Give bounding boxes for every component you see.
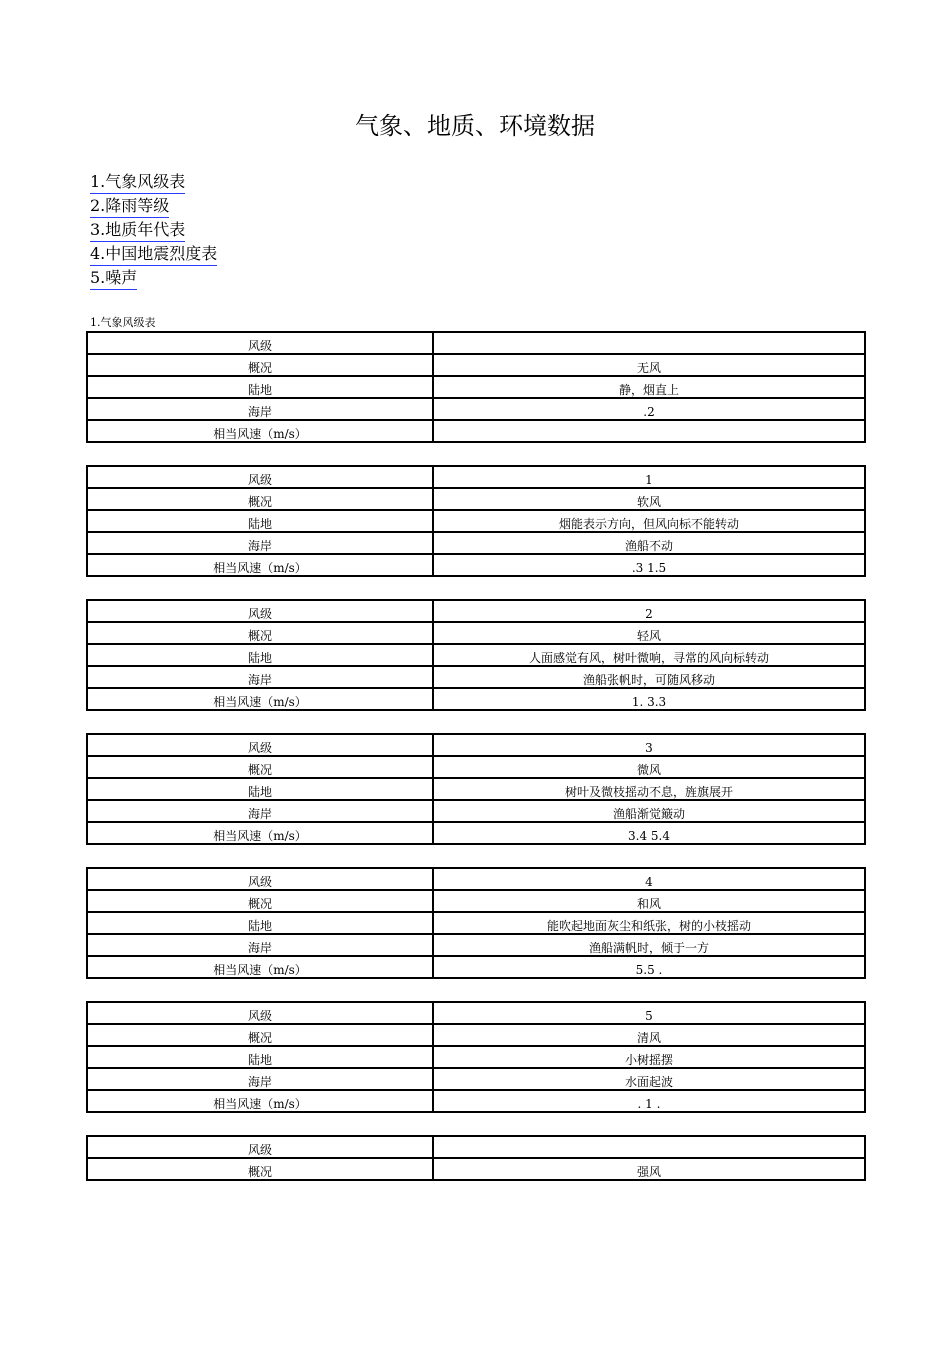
table-row (87, 868, 865, 890)
row-value: 烟能表示方向，但风向标不能转动 (433, 510, 865, 532)
row-value: 5 (433, 1002, 865, 1024)
table-row (87, 734, 865, 756)
row-value: 人面感觉有风，树叶微响，寻常的风向标转动 (433, 644, 865, 666)
row-value (433, 420, 865, 442)
table-of-contents (90, 170, 217, 290)
wind-scale-tables (86, 331, 864, 1203)
table-row (87, 1090, 865, 1112)
row-value: 4 (433, 868, 865, 890)
table-row (87, 376, 865, 398)
row-value: 软风 (433, 488, 865, 510)
table-row (87, 510, 865, 532)
table-row (87, 912, 865, 934)
page-title: 气象、地质、环境数据 (355, 112, 595, 140)
table-row (87, 622, 865, 644)
row-label: 海岸 (87, 666, 433, 688)
row-value: 渔船满帆时，倾于一方 (433, 934, 865, 956)
row-value: 无风 (433, 354, 865, 376)
row-label: 风级 (87, 466, 433, 488)
toc-link-geologic-time[interactable]: 3.地质年代表 (90, 218, 185, 242)
toc-link-earthquake-intensity[interactable]: 4.中国地震烈度表 (90, 242, 217, 266)
table-row (87, 956, 865, 978)
row-value: 微风 (433, 756, 865, 778)
table-row (87, 756, 865, 778)
row-value: 3 (433, 734, 865, 756)
table-row (87, 644, 865, 666)
row-label: 海岸 (87, 398, 433, 420)
row-label: 风级 (87, 1002, 433, 1024)
wind-level-table (86, 331, 866, 443)
wind-level-table (86, 1001, 866, 1113)
table-row (87, 688, 865, 710)
row-label: 概况 (87, 1024, 433, 1046)
table-row (87, 554, 865, 576)
row-label: 相当风速（m/s） (87, 688, 433, 710)
row-label: 概况 (87, 756, 433, 778)
table-row (87, 1046, 865, 1068)
row-label: 海岸 (87, 800, 433, 822)
row-value: 和风 (433, 890, 865, 912)
row-label: 概况 (87, 622, 433, 644)
table-row (87, 532, 865, 554)
row-value: 5.5 . (433, 956, 865, 978)
table-row (87, 354, 865, 376)
toc-link-rainfall[interactable]: 2.降雨等级 (90, 194, 169, 218)
row-value: . 1 . (433, 1090, 865, 1112)
row-label: 风级 (87, 868, 433, 890)
row-label: 陆地 (87, 1046, 433, 1068)
table-row (87, 822, 865, 844)
table-row (87, 1136, 865, 1158)
table-row (87, 666, 865, 688)
row-label: 海岸 (87, 532, 433, 554)
row-label: 陆地 (87, 778, 433, 800)
toc-link-noise[interactable]: 5.噪声 (90, 266, 137, 290)
table-row (87, 1002, 865, 1024)
table-row (87, 1158, 865, 1180)
row-label: 相当风速（m/s） (87, 956, 433, 978)
row-label: 相当风速（m/s） (87, 420, 433, 442)
row-value: .3 1.5 (433, 554, 865, 576)
row-value: 3.4 5.4 (433, 822, 865, 844)
row-label: 风级 (87, 332, 433, 354)
toc-link-wind-scale[interactable]: 1.气象风级表 (90, 170, 185, 194)
row-value: 1 (433, 466, 865, 488)
row-label: 风级 (87, 734, 433, 756)
wind-level-table (86, 465, 866, 577)
row-label: 陆地 (87, 912, 433, 934)
row-value: 渔船渐觉簸动 (433, 800, 865, 822)
row-value: 1. 3.3 (433, 688, 865, 710)
table-row (87, 398, 865, 420)
table-row (87, 1024, 865, 1046)
table-row (87, 1068, 865, 1090)
row-label: 陆地 (87, 510, 433, 532)
table-row (87, 488, 865, 510)
row-label: 概况 (87, 354, 433, 376)
row-label: 相当风速（m/s） (87, 822, 433, 844)
wind-level-table (86, 867, 866, 979)
row-value: 树叶及微枝摇动不息，旌旗展开 (433, 778, 865, 800)
row-label: 海岸 (87, 1068, 433, 1090)
row-label: 风级 (87, 600, 433, 622)
row-value: 轻风 (433, 622, 865, 644)
table-row (87, 934, 865, 956)
row-value: 渔船不动 (433, 532, 865, 554)
row-value: .2 (433, 398, 865, 420)
wind-level-table (86, 1135, 866, 1181)
table-row (87, 800, 865, 822)
row-value: 能吹起地面灰尘和纸张，树的小枝摇动 (433, 912, 865, 934)
row-label: 概况 (87, 488, 433, 510)
wind-level-table (86, 599, 866, 711)
row-value: 强风 (433, 1158, 865, 1180)
row-label: 海岸 (87, 934, 433, 956)
row-label: 陆地 (87, 644, 433, 666)
wind-level-table (86, 733, 866, 845)
table-row (87, 332, 865, 354)
row-value: 水面起波 (433, 1068, 865, 1090)
row-value (433, 332, 865, 354)
table-row (87, 420, 865, 442)
table-row (87, 600, 865, 622)
row-value: 清风 (433, 1024, 865, 1046)
row-label: 概况 (87, 1158, 433, 1180)
row-label: 风级 (87, 1136, 433, 1158)
row-value: 小树摇摆 (433, 1046, 865, 1068)
row-label: 概况 (87, 890, 433, 912)
section-caption: 1.气象风级表 (90, 316, 156, 329)
row-label: 陆地 (87, 376, 433, 398)
table-row (87, 890, 865, 912)
row-value: 2 (433, 600, 865, 622)
table-row (87, 466, 865, 488)
row-label: 相当风速（m/s） (87, 554, 433, 576)
table-row (87, 778, 865, 800)
row-value: 渔船张帆时，可随风移动 (433, 666, 865, 688)
row-label: 相当风速（m/s） (87, 1090, 433, 1112)
row-value (433, 1136, 865, 1158)
row-value: 静，烟直上 (433, 376, 865, 398)
